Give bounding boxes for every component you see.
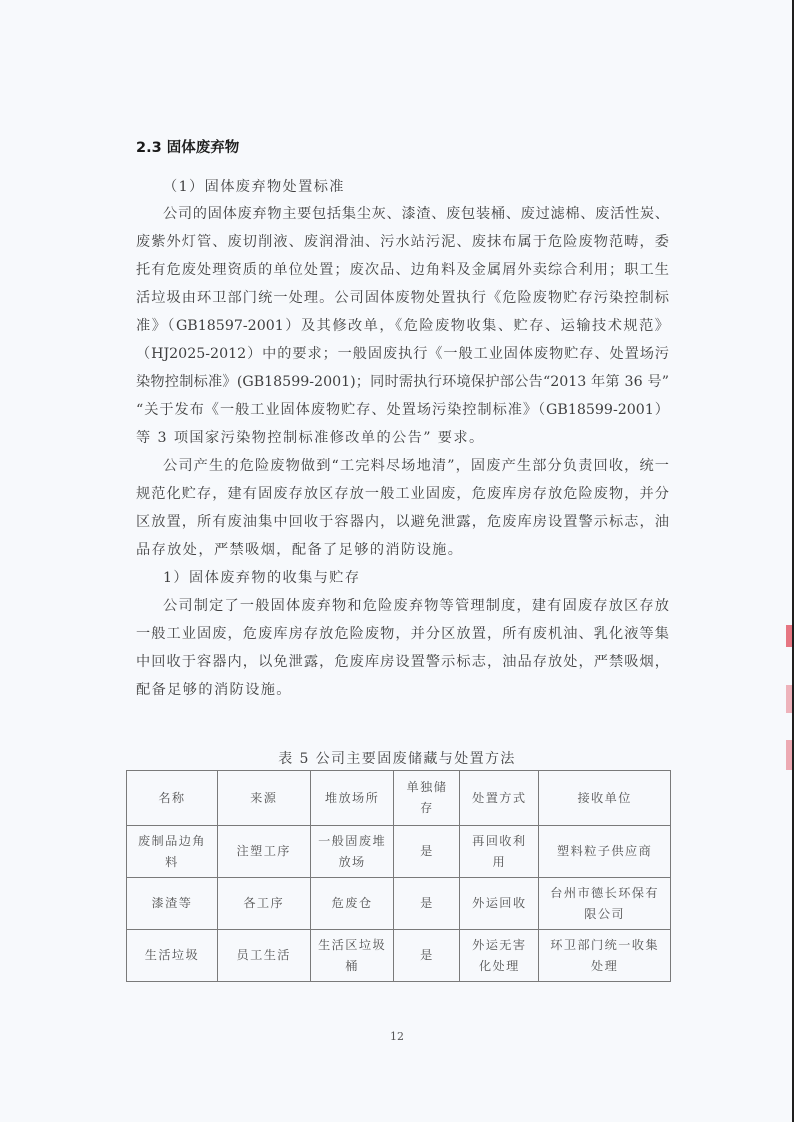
paragraph-2-line: 公司产生的危险废物做到“工完料尽场地清”，固废产生部分负责回收，统一 (163, 458, 669, 474)
paragraph-3-line: 一般工业固废，危废库房存放危险废物，并分区放置，所有废机油、乳化液等集 (136, 626, 669, 642)
subheading-disposal-standard: （1）固体废弃物处置标准 (163, 179, 345, 195)
paragraph-2-line: 区放置，所有废油集中回收于容器内，以避免泄露，危废库房设置警示标志，油 (136, 514, 669, 530)
table-cell: 注塑工序 (217, 826, 310, 878)
table-cell: 是 (394, 930, 460, 982)
table-cell: 塑料粒子供应商 (539, 826, 671, 878)
paragraph-1-line: 染物控制标准》(GB18599-2001)；同时需执行环境保护部公告“2013 年第 36 号” (136, 374, 669, 390)
section-heading: 2.3 固体废弃物 (136, 140, 240, 156)
paragraph-2-line: 品存放处，严禁吸烟，配备了足够的消防设施。 (136, 542, 464, 558)
table-cell: 外运回收 (460, 878, 539, 930)
table-cell: 是 (394, 826, 460, 878)
subheading-collection-storage: 1）固体废弃物的收集与贮存 (163, 570, 361, 586)
paragraph-2-line: 规范化贮存，建有固废存放区存放一般工业固废，危废库房存放危险废物，并分 (136, 486, 669, 502)
table-cell: 员工生活 (217, 930, 310, 982)
paragraph-1-line: （HJ2025-2012）中的要求；一般固废执行《一般工业固体废物贮存、处置场污 (136, 346, 669, 362)
paragraph-3-line: 配备足够的消防设施。 (136, 682, 292, 698)
table-cell: 漆渣等 (127, 878, 218, 930)
paragraph-1-line: 准》（GB18597-2001）及其修改单，《危险废物收集、贮存、运输技术规范》 (136, 318, 669, 334)
paragraph-3-line: 中回收于容器内，以免泄露，危废库房设置警示标志，油品存放处，严禁吸烟， (136, 654, 669, 670)
table-cell: 外运无害化处理 (460, 930, 539, 982)
table-cell: 废制品边角料 (127, 826, 218, 878)
paragraph-1-line: 废紫外灯管、废切削液、废润滑油、污水站污泥、废抹布属于危险废物范畴，委 (136, 234, 669, 250)
table-row (127, 826, 671, 878)
table-cell: 再回收利用 (460, 826, 539, 878)
header-cell: 来源 (217, 771, 310, 826)
table-cell: 生活垃圾 (127, 930, 218, 982)
header-cell: 堆放场所 (310, 771, 394, 826)
table-caption: 表 5 公司主要固废储藏与处置方法 (278, 751, 516, 767)
header-cell: 处置方式 (460, 771, 539, 826)
table-cell: 环卫部门统一收集处理 (539, 930, 671, 982)
table-header-row (127, 771, 671, 826)
page-number: 12 (390, 1030, 404, 1043)
header-cell: 名称 (127, 771, 218, 826)
table-row (127, 878, 671, 930)
table-cell: 危废仓 (310, 878, 394, 930)
header-cell: 单独储存 (394, 771, 460, 826)
table-cell: 一般固废堆放场 (310, 826, 394, 878)
solid-waste-table (126, 770, 671, 982)
paragraph-3-line: 公司制定了一般固体废弃物和危险废弃物等管理制度，建有固废存放区存放 (163, 598, 669, 614)
table-cell: 是 (394, 878, 460, 930)
table-cell: 台州市德长环保有限公司 (539, 878, 671, 930)
header-cell: 接收单位 (539, 771, 671, 826)
table-cell: 各工序 (217, 878, 310, 930)
paragraph-1-line: 公司的固体废弃物主要包括集尘灰、漆渣、废包装桶、废过滤棉、废活性炭、 (163, 206, 669, 222)
paragraph-1-line: 等 3 项国家污染物控制标准修改单的公告” 要求。 (136, 430, 485, 446)
table-row (127, 930, 671, 982)
paragraph-1-line: 活垃圾由环卫部门统一处理。公司固体废物处置执行《危险废物贮存污染控制标 (136, 290, 669, 306)
table-cell: 生活区垃圾桶 (310, 930, 394, 982)
paragraph-1-line: “关于发布《一般工业固体废物贮存、处置场污染控制标准》（GB18599-2001） (136, 402, 669, 418)
paragraph-1-line: 托有危废处理资质的单位处置；废次品、边角料及金属屑外卖综合利用；职工生 (136, 262, 669, 278)
